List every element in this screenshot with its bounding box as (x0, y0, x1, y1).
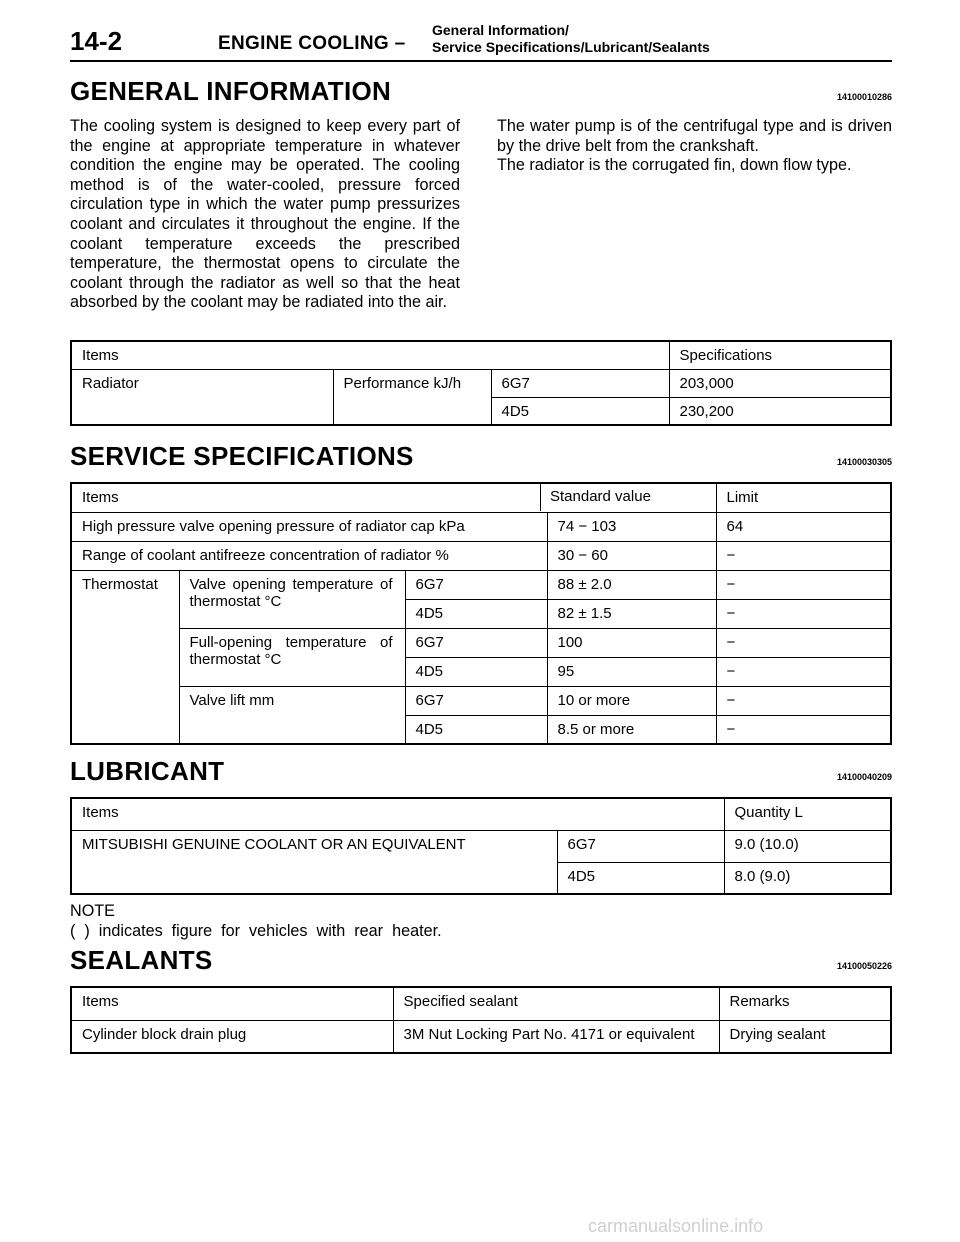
general-item-radiator: Radiator (71, 369, 333, 425)
sealants-heading: SEALANTS (70, 945, 213, 975)
watermark: carmanualsonline.info (588, 1216, 764, 1236)
service-engine-row6: 4D5 (405, 715, 547, 744)
sealants-header-items: Items (71, 987, 393, 1020)
service-limit-row2: − (716, 599, 891, 628)
service-item-cap-pressure: High pressure valve opening pressure of radiator cap kPa (71, 512, 547, 541)
service-item-antifreeze: Range of coolant antifreeze concentration of radiator % (71, 541, 547, 570)
service-std-row4: 95 (547, 657, 716, 686)
general-info-col1: The cooling system is designed to keep every part of the engine at appropriate temperature in whatever condition the engine may be operated. The cooling method is of the water-cooled, pressure forced circulation type in which the water pump pressurizes coolant and circulates it throughout the engine. If the coolant temperature exceeds the prescribed temperature, the thermostat opens to circulate the coolant through the radiator as well so that the heat absorbed by the coolant may be radiated into the air. (70, 117, 460, 312)
service-engine-row4: 4D5 (405, 657, 547, 686)
general-header-items: Items (71, 341, 669, 369)
service-engine-row2: 4D5 (405, 599, 547, 628)
lubricant-header-items: Items (71, 798, 724, 830)
general-info-col2-line2: The radiator is the corrugated fin, down flow type. (497, 156, 852, 175)
subsection-line-1: General Information/ (432, 22, 569, 38)
lubricant-engine-4d5: 4D5 (557, 862, 724, 894)
lubricant-heading: LUBRICANT (70, 756, 225, 786)
general-engine-4d5: 4D5 (491, 397, 669, 425)
std-header-rule (540, 484, 541, 511)
service-limit-row3: − (716, 628, 891, 657)
header-rule (70, 60, 892, 62)
service-engine-row1: 6G7 (405, 570, 547, 599)
subsection-title (432, 22, 710, 56)
note-label: NOTE (70, 902, 115, 920)
service-spec-table (70, 482, 892, 745)
lubricant-item-coolant: MITSUBISHI GENUINE COOLANT OR AN EQUIVALENT (71, 830, 557, 894)
service-limit-row5: − (716, 686, 891, 715)
general-item-performance: Performance kJ/h (333, 369, 491, 425)
service-limit-row6: − (716, 715, 891, 744)
lubricant-qty-4d5: 8.0 (9.0) (724, 862, 891, 894)
service-header-limit: Limit (716, 483, 891, 512)
lubricant-engine-6g7: 6G7 (557, 830, 724, 862)
service-header-items: Items (71, 483, 716, 512)
general-header-spec: Specifications (669, 341, 891, 369)
service-std-row6: 8.5 or more (547, 715, 716, 744)
subsection-line-2: Service Specifications/Lubricant/Sealants (432, 39, 710, 55)
service-spec-heading: SERVICE SPECIFICATIONS (70, 441, 414, 471)
service-spec-code: 14100030305 (836, 457, 892, 467)
general-spec-table (70, 340, 892, 426)
service-item-full-opening: Full-opening temperature of thermostat °C (179, 628, 405, 686)
general-info-heading: GENERAL INFORMATION (70, 76, 392, 106)
general-engine-6g7: 6G7 (491, 369, 669, 397)
service-limit-row1: − (716, 570, 891, 599)
service-engine-row3: 6G7 (405, 628, 547, 657)
sealants-table (70, 986, 892, 1054)
general-value-4d5: 230,200 (669, 397, 891, 425)
lubricant-note (70, 902, 442, 941)
sealants-header-sealant: Specified sealant (393, 987, 719, 1020)
service-header-std: Standard value (550, 488, 651, 505)
service-limit-row4: − (716, 657, 891, 686)
service-std-row1: 88 ± 2.0 (547, 570, 716, 599)
service-limit-antifreeze: − (716, 541, 891, 570)
service-std-antifreeze: 30 − 60 (547, 541, 716, 570)
general-value-6g7: 203,000 (669, 369, 891, 397)
service-std-row3: 100 (547, 628, 716, 657)
sealants-item-drain-plug: Cylinder block drain plug (71, 1020, 393, 1053)
sealants-remarks: Drying sealant (719, 1020, 891, 1053)
general-info-col2-line1: The water pump is of the centrifugal type and is driven by the drive belt from the crankshaft. (497, 117, 892, 155)
lubricant-header-qty: Quantity L (724, 798, 891, 830)
service-std-cap-pressure: 74 − 103 (547, 512, 716, 541)
service-item-thermostat: Thermostat (71, 570, 179, 744)
service-limit-cap-pressure: 64 (716, 512, 891, 541)
sealants-specified: 3M Nut Locking Part No. 4171 or equivalent (393, 1020, 719, 1053)
note-text: ( ) indicates figure for vehicles with rear heater. (70, 921, 442, 940)
service-item-valve-lift: Valve lift mm (179, 686, 405, 744)
lubricant-qty-6g7: 9.0 (10.0) (724, 830, 891, 862)
service-engine-row5: 6G7 (405, 686, 547, 715)
section-title: ENGINE COOLING – (218, 33, 406, 54)
general-info-col2 (497, 117, 892, 176)
service-std-row5: 10 or more (547, 686, 716, 715)
lubricant-code: 14100040209 (836, 772, 892, 782)
sealants-code: 14100050226 (836, 961, 892, 971)
service-item-valve-opening: Valve opening temperature of thermostat °C (179, 570, 405, 628)
general-info-code: 14100010286 (836, 92, 892, 102)
lubricant-table (70, 797, 892, 895)
page-number: 14-2 (70, 26, 123, 56)
service-std-row2: 82 ± 1.5 (547, 599, 716, 628)
sealants-header-remarks: Remarks (719, 987, 891, 1020)
